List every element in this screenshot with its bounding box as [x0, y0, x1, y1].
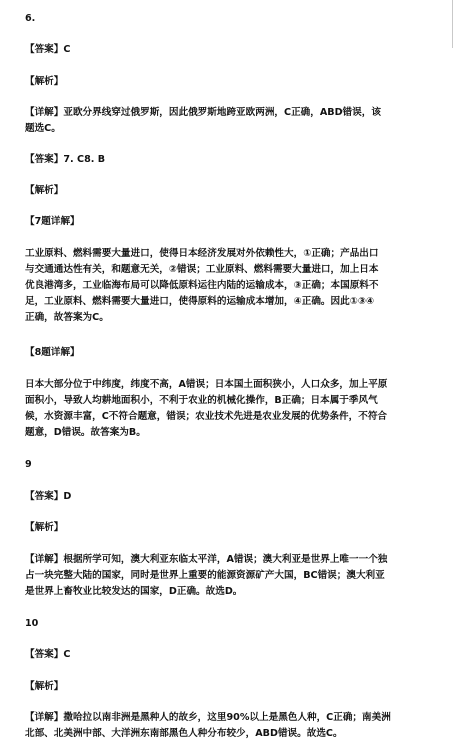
q9-answer: 【答案】D	[25, 491, 72, 502]
q6-analysis-label: 【解析】	[25, 76, 64, 87]
q9-analysis-label: 【解析】	[25, 522, 64, 533]
q8-detail-line: 日本大部分位于中纬度，纬度不高，A错误；日本国土面积狭小，人口众多，加上平原	[25, 379, 388, 390]
q6-answer: 【答案】C	[25, 44, 71, 55]
q7-detail-label: 【7题详解】	[25, 216, 80, 227]
q7-detail	[25, 246, 437, 326]
q7-8-analysis-label: 【解析】	[25, 185, 64, 196]
q10-detail	[25, 710, 437, 742]
q9-number: 9	[25, 459, 32, 470]
q7-detail-line: 足，工业原料、燃料需要大量进口，使得原料的运输成本增加，④正确。因此①③④	[25, 296, 375, 307]
q8-detail-line: 面积小，导致人均耕地面积小，不利于农业的机械化操作，B正确；日本属于季风气	[25, 395, 378, 406]
q6-detail-line: 题选C。	[25, 123, 61, 134]
q7-detail-line: 优良港湾多，工业临海布局可以降低原料运往内陆的运输成本，③正确；本国原料不	[25, 280, 379, 291]
q10-detail-line: 北部、北美洲中部、大洋洲东南部黑色人种分布较少，ABD错误。故选C。	[25, 728, 343, 739]
margin-guide	[452, 0, 453, 48]
q9-detail-line: 是世界上畜牧业比较发达的国家，D正确。故选D。	[25, 586, 243, 597]
q9-detail-line: 占一块完整大陆的国家，同时是世界上重要的能源资源矿产大国，BC错误；澳大利亚	[25, 570, 385, 581]
q7-detail-line: 工业原料、燃料需要大量进口，使得日本经济发展对外依赖性大，①正确；产品出口	[25, 248, 379, 259]
q6-detail-line: 【详解】亚欧分界线穿过俄罗斯，因此俄罗斯地跨亚欧两洲，C正确，ABD错误，该	[25, 107, 381, 118]
q9-detail-line: 【详解】根据所学可知，澳大利亚东临太平洋，A错误；澳大利亚是世界上唯一一个独	[25, 554, 388, 565]
q10-detail-line: 【详解】撒哈拉以南非洲是黑种人的故乡，这里90%以上是黑色人种，C正确；南美洲	[25, 712, 391, 723]
q10-analysis-label: 【解析】	[25, 681, 64, 692]
q8-detail	[25, 377, 437, 441]
q8-detail-line: 题意，D错误。故答案为B。	[25, 427, 146, 438]
q8-detail-line: 候，水资源丰富，C不符合题意，错误；农业技术先进是农业发展的优势条件，不符合	[25, 411, 388, 422]
q6-number: 6.	[25, 13, 36, 24]
q8-detail-label: 【8题详解】	[25, 347, 80, 358]
q6-detail	[25, 105, 437, 137]
q10-number: 10	[25, 618, 39, 629]
q7-detail-line: 与交通通达性有关，和题意无关，②错误；工业原料、燃料需要大量进口，加上日本	[25, 264, 379, 275]
q7-detail-line: 正确，故答案为C。	[25, 312, 109, 323]
q7-8-answer: 【答案】7. C8. B	[25, 154, 106, 165]
q10-answer: 【答案】C	[25, 649, 71, 660]
q9-detail	[25, 552, 437, 600]
